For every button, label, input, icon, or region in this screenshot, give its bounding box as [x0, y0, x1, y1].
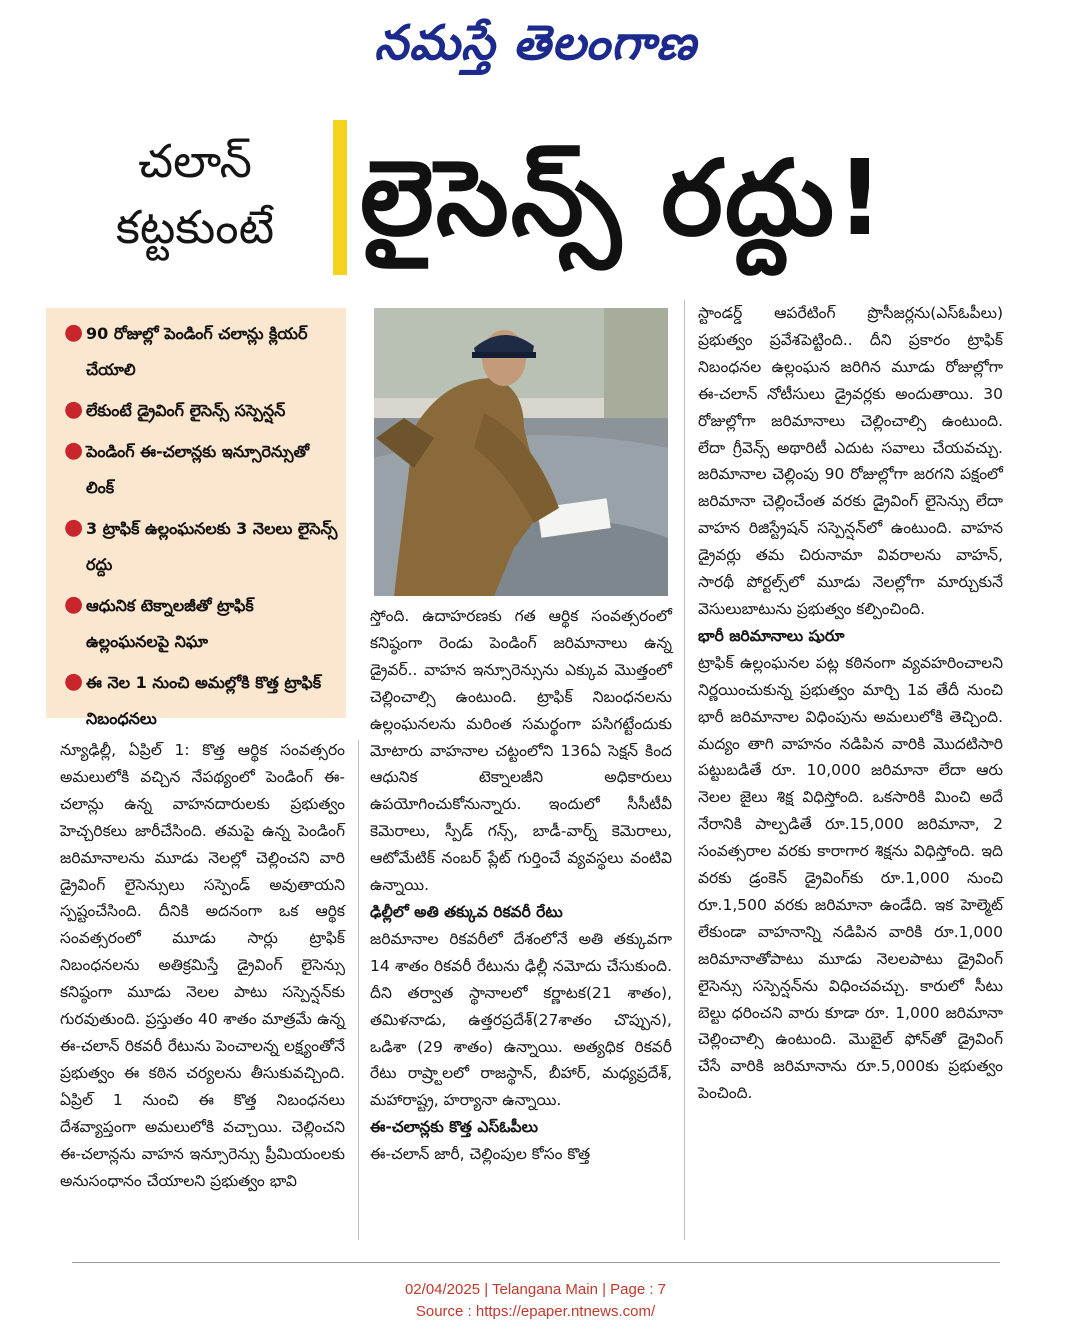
highlight-item: [60, 393, 340, 429]
footer-edition-info: 02/04/2025 | Telangana Main | Page : 7: [404, 1281, 667, 1298]
kicker-line-1: చలాన్: [138, 134, 252, 188]
column-rule: [684, 300, 685, 1240]
footer-divider: [72, 1262, 1000, 1263]
main-headline: లైసెన్స్ రద్దు!: [360, 137, 886, 259]
article-paragraph: ట్రాఫిక్ ఉల్లంఘనల పట్ల కఠినంగా వ్యవహరించాలని నిర్ణయించుకున్న ప్రభుత్వం మార్చి 1వ తేదీ నుంచి భారీ జరిమానాల విధింపును అమలులోకి తెచ్చింది. మద్యం తాగి వాహనం నడిపిన వారికి మొదటిసారి పట్టుబడితే రూ. 10,000 జరిమానా లేదా ఆరు నెలల జైలు శిక్ష విధిస్తోంది. ఒకసారికి మించి అదే నేరానికి పాల్పడితే రూ.15,000 జరిమానా, 2 సంవత్సరాల వరకు కారాగార శిక్షను విధిస్తోంది. ఇది వరకు డ్రంకెన్ డ్రైవింగ్‌కు రూ.1,000 నుంచి రూ.1,500 వరకు జరిమానా ఉండేది. ఇక హెల్మెట్ లేకుండా వాహనాన్ని నడిపిన వారికి రూ.1,000 జరిమానాతోపాటు మూడు నెలలపాటు డ్రైవింగ్ లైసెన్సు సస్పెన్షన్‌ను విధించవచ్చు. కారులో సీటు బెల్టు ధరించని వారు కూడా రూ. 1,000 జరిమానా చెల్లించాల్సి ఉంటుంది. మొబైల్ ఫోన్‌తో డ్రైవింగ్ చేసే వారికి జరిమానాను రూ.5,000కు ప్రభుత్వం పెంచింది.: [698, 653, 1003, 1103]
highlights-box: [46, 308, 346, 728]
article-paragraph: న్యూఢిల్లీ, ఏప్రిల్ 1: కొత్త ఆర్థిక సంవత్సరం అమలులోకి వచ్చిన నేపథ్యంలో పెండింగ్ ఈ-చలాన్లు ఉన్న వాహనదారులకు ప్రభుత్వం హెచ్చరికలు జారీచేసింది. తమపై ఉన్న పెండింగ్ జరిమానాలను మూడు నెలల్లో చెల్లించని వారి డ్రైవింగ్ లైసెన్సులు సస్పెండ్ అవుతాయని స్పష్టంచేసింది. దీనికి అదనంగా ఒక ఆర్థిక సంవత్సరంలో మూడు సార్లు ట్రాఫిక్ నిబంధనలను అతిక్రమిస్తే డ్రైవింగ్ లైసెన్సు కనిష్ఠంగా మూడు నెలల పాటు సస్పెన్షన్‌కు గురవుతుంది. ప్రస్తుతం 40 శాతం మాత్రమే ఉన్న ఈ-చలాన్ రికవరీ రేటును పెంచాలన్న లక్ష్యంతోనే ప్రభుత్వం ఈ కఠిన చర్యలను తీసుకువచ్చింది. ఏప్రిల్ 1 నుంచి ఈ కొత్త నిబంధనలు దేశవ్యాప్తంగా అమలులోకి వచ్చాయి. చెల్లించని ఈ-చలాన్లను వాహన ఇన్సూరెన్సు ప్రీమియంలకు అనుసంధానం చేయాలని ప్రభుత్వం భావి: [60, 741, 345, 1190]
highlight-text: పెండింగ్ ఈ-చలాన్లకు ఇన్సూరెన్సుతో లింక్: [86, 442, 310, 497]
article-subheading: ఢిల్లీలో అతి తక్కువ రికవరీ రేటు: [370, 902, 563, 921]
column-rule: [358, 740, 359, 1240]
highlight-text: 3 ట్రాఫిక్ ఉల్లంఘనలకు 3 నెలలు లైసెన్స్ రద్దు: [86, 519, 338, 574]
article-subheading: ఈ-చలాన్లకు కొత్త ఎస్‌ఓపీలు: [370, 1118, 538, 1137]
bullet-icon: ●: [64, 515, 84, 540]
article-paragraph: స్టాండర్డ్ ఆపరేటింగ్ ప్రొసీజర్లను(ఎస్‌ఓపీలు) ప్రభుత్వం ప్రవేశపెట్టింది.. దీని ప్రకారం ట్రాఫిక్ నిబంధనల ఉల్లంఘన జరిగిన మూడు రోజుల్లోగా ఈ-చలాన్ నోటీసులు డ్రైవర్లకు అందుతాయి. 30 రోజుల్లోగా జరిమానాలు చెల్లించాల్సి ఉంటుంది. లేదా గ్రీవెన్స్ అథారిటీ ఎదుట సవాలు చేయవచ్చు. జరిమానాల చెల్లింపు 90 రోజుల్లోగా జరగని పక్షంలో జరిమానా చెల్లించేంత వరకు డ్రైవింగ్ లైసెన్సు లేదా వాహన రిజిస్ట్రేషన్ సస్పెన్షన్‌లో ఉంటుంది. వాహన డ్రైవర్లు తమ చిరునామా వివరాలను వాహన్, సారథీ పోర్టల్స్‌లో మూడు నెలల్లోగా మార్చుకునే వెసులుబాటును ప్రభుత్వం కల్పించింది.: [698, 304, 1003, 618]
article-column-3: [698, 300, 1003, 1107]
highlight-item: [60, 316, 340, 388]
highlight-text: ఆధునిక టెక్నాలజీతో ట్రాఫిక్ ఉల్లంఘనలపై నిఘా: [86, 596, 254, 651]
bullet-icon: ●: [64, 669, 84, 694]
headline-kicker: [60, 128, 330, 278]
article-paragraph: స్తోంది. ఉదాహరణకు గత ఆర్థిక సంవత్సరంలో కనిష్ఠంగా రెండు పెండింగ్ జరిమానాలు ఉన్న డ్రైవర్.. వాహన ఇన్సూరెన్సును ఎక్కువ మొత్తంలో చెల్లించాల్సి ఉంటుంది. ట్రాఫిక్ నిబంధనలను ఉల్లంఘనలను మరింత సమర్థంగా పసిగట్టేందుకు మోటారు వాహనాల చట్టంలోని 136ఏ సెక్షన్ కింద ఆధునిక టెక్నాలజీని అధికారులు ఉపయోగించుకోనున్నారు. ఇందులో సీసీటీవీ కెమెరాలు, స్పీడ్ గన్స్, బాడీ-వార్న్ కెమెరాలు, ఆటోమేటిక్ నంబర్ ప్లేట్ గుర్తించే వ్యవస్థలు వంటివి ఉన్నాయి.: [370, 607, 672, 895]
article-paragraph: జరిమానాల రికవరీలో దేశంలోనే అతి తక్కువగా 14 శాతం రికవరీ రేటును ఢిల్లీ నమోదు చేసుకుంది. దీని తర్వాత స్థానాలలో కర్ణాటక(21 శాతం), తమిళనాడు, ఉత్తరప్రదేశ్(27శాతం చొప్పున), ఒడిశా (29 శాతం) ఉన్నాయి. అత్యధిక రికవరీ రేటు రాష్ర్టాలలో రాజస్థాన్, బీహార్, మధ్యప్రదేశ్, మహారాష్ట్ర, హర్యానా ఉన్నాయి.: [370, 929, 672, 1110]
highlight-item: [60, 434, 340, 506]
bullet-icon: ●: [64, 320, 84, 345]
article-column-1: [60, 737, 345, 1194]
police-officer-illustration: [374, 308, 668, 596]
highlight-text: ఈ నెల 1 నుంచి అమల్లోకి కొత్త ట్రాఫిక్ నిబంధనలు: [86, 673, 322, 728]
bullet-icon: ●: [64, 438, 84, 463]
article-subheading: భారీ జరిమానాలు షురూ: [698, 626, 845, 645]
news-photo: [374, 308, 668, 596]
accent-bar: [333, 120, 347, 275]
bullet-icon: ●: [64, 397, 84, 422]
article-paragraph: ఈ-చలాన్ జారీ, చెల్లింపుల కోసం కొత్త: [370, 1145, 591, 1164]
highlight-text: లేకుంటే డ్రైవింగ్ లైసెన్స్ సస్పెన్షన్: [86, 401, 286, 420]
article-column-2: [370, 603, 672, 1168]
bullet-icon: ●: [64, 592, 84, 617]
highlight-text: 90 రోజుల్లో పెండింగ్ చలాన్లు క్లియర్ చేయాలి: [86, 324, 308, 379]
footer-source-link[interactable]: Source : https://epaper.ntnews.com/: [415, 1303, 656, 1320]
highlight-item: [60, 588, 340, 660]
highlight-item: [60, 511, 340, 583]
masthead-logo: నమస్తే తెలంగాణ: [374, 15, 697, 71]
highlight-item: [60, 665, 340, 737]
kicker-line-2: కట్టకుంటే: [115, 200, 275, 254]
